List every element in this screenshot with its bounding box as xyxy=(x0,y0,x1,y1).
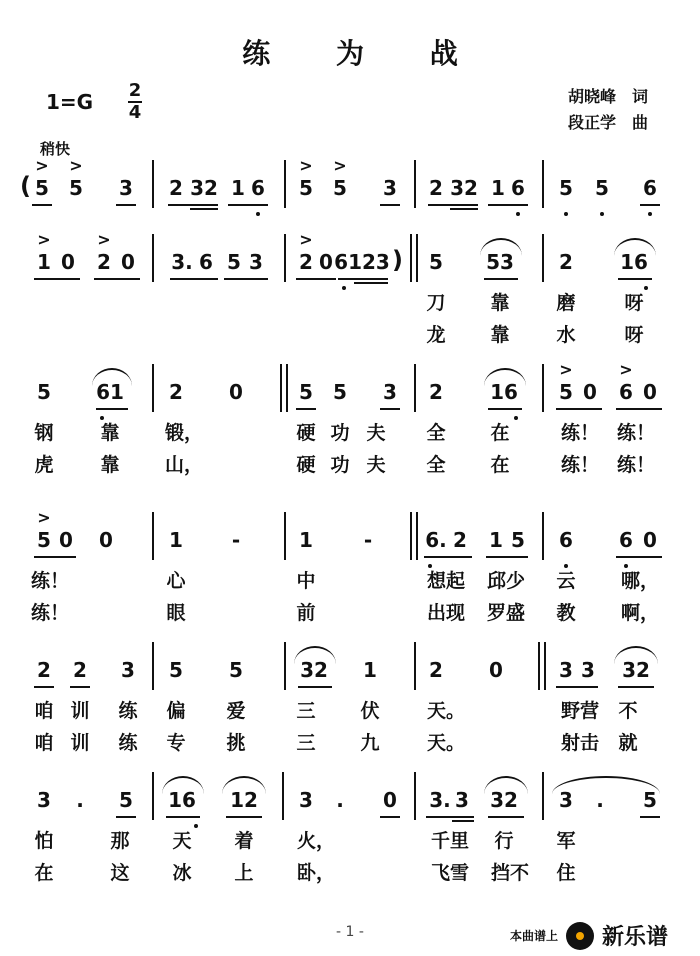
lyric: 靠 xyxy=(490,292,510,314)
barline xyxy=(414,160,416,208)
underline xyxy=(296,278,336,280)
lyric: 就 xyxy=(618,732,638,754)
staff xyxy=(0,232,700,288)
lyric: 钢 xyxy=(34,422,54,444)
lyric: 硬 xyxy=(296,454,316,476)
note: 1 xyxy=(169,528,183,552)
lyric: 中 xyxy=(296,570,316,592)
lyric-line-2 xyxy=(0,320,700,352)
note: 32 xyxy=(490,788,518,812)
note: 0 xyxy=(643,380,657,404)
note: 5 xyxy=(595,176,609,200)
lyric: 训 xyxy=(70,732,90,754)
lyric: 夫 xyxy=(366,422,386,444)
underline xyxy=(618,278,652,280)
slur xyxy=(92,368,132,386)
barline xyxy=(414,772,416,820)
note: 2 xyxy=(429,380,443,404)
note: 1 xyxy=(231,176,245,200)
underline xyxy=(170,278,218,280)
underline xyxy=(226,816,262,818)
note: 2 xyxy=(299,250,313,274)
note: 2 xyxy=(37,658,51,682)
note: 0 xyxy=(99,528,113,552)
note: 6 xyxy=(643,176,657,200)
meter-bottom: 4 xyxy=(128,102,142,123)
note: . xyxy=(336,788,344,812)
underline xyxy=(616,408,662,410)
barline xyxy=(284,160,286,208)
underline xyxy=(34,556,76,558)
note: 5 xyxy=(333,176,347,200)
accent-mark: > xyxy=(559,360,573,379)
lyric: 教 xyxy=(556,602,576,624)
note: 6 xyxy=(251,176,265,200)
composer-role: 曲 xyxy=(632,113,649,132)
lyric: 刀 xyxy=(426,292,446,314)
lyric: 练 xyxy=(118,732,138,754)
note: 2 xyxy=(453,528,467,552)
note: 0 xyxy=(643,528,657,552)
time-signature xyxy=(128,82,142,122)
staff xyxy=(0,640,700,696)
lyric: 锻， xyxy=(164,422,204,444)
note: 32 xyxy=(190,176,218,200)
underline xyxy=(166,816,200,818)
underline xyxy=(96,408,128,410)
underline xyxy=(486,556,528,558)
note: 5 xyxy=(559,176,573,200)
note: 0 xyxy=(383,788,397,812)
low-dot xyxy=(516,212,520,216)
lyric-line-2 xyxy=(0,728,700,760)
slur xyxy=(480,238,522,256)
site-watermark xyxy=(510,920,668,951)
lyric: 虎 xyxy=(34,454,54,476)
note: . xyxy=(596,788,604,812)
note: 2 xyxy=(169,380,183,404)
note: 0 xyxy=(59,528,73,552)
note: 0 xyxy=(319,250,333,274)
note: 53 xyxy=(486,250,514,274)
staff xyxy=(0,770,700,826)
note: 2 xyxy=(429,658,443,682)
underline xyxy=(424,556,472,558)
lyric: 那 xyxy=(110,830,130,852)
underline xyxy=(450,208,478,210)
lyric: 龙 xyxy=(426,324,446,346)
note: 3 xyxy=(581,658,595,682)
note: 32 xyxy=(300,658,328,682)
note: - xyxy=(363,528,373,552)
lyric-line-2 xyxy=(0,858,700,890)
barline xyxy=(542,160,544,208)
note: 5 xyxy=(429,250,443,274)
composer-name: 段正学 xyxy=(568,113,617,132)
note: 5 xyxy=(559,380,573,404)
lyric: 九 xyxy=(360,732,380,754)
lyric: 挡不 xyxy=(490,862,530,884)
lyric: 在 xyxy=(34,862,54,884)
note: 0 xyxy=(121,250,135,274)
note: 0 xyxy=(229,380,243,404)
note: 1 xyxy=(37,250,51,274)
note: 5 xyxy=(299,380,313,404)
barline xyxy=(284,642,286,690)
lyric: 练！ xyxy=(560,422,600,444)
lyric: 卧， xyxy=(296,862,336,884)
accent-mark: > xyxy=(69,156,83,175)
lyric: 咱 xyxy=(34,732,54,754)
note: 3 xyxy=(299,788,313,812)
underline xyxy=(168,204,218,206)
lyric: 在 xyxy=(490,454,510,476)
note: 6 xyxy=(559,528,573,552)
underline xyxy=(224,278,268,280)
note: 5 xyxy=(333,380,347,404)
lyric: 练！ xyxy=(616,454,656,476)
composer xyxy=(568,110,648,136)
accent-mark: > xyxy=(299,230,313,249)
lyric: 军 xyxy=(556,830,576,852)
lyric: 行 xyxy=(494,830,514,852)
lyric: 邱少 xyxy=(486,570,526,592)
underline xyxy=(32,204,52,206)
note: 0 xyxy=(61,250,75,274)
lyric: 练！ xyxy=(30,602,70,624)
note: . xyxy=(76,788,84,812)
note: 1 xyxy=(491,176,505,200)
underline xyxy=(380,816,400,818)
accent-mark: > xyxy=(333,156,347,175)
note: 6123 xyxy=(334,250,390,274)
underline xyxy=(380,408,400,410)
underline xyxy=(640,816,660,818)
underline xyxy=(488,408,522,410)
lyric-line-1 xyxy=(0,288,700,320)
underline xyxy=(426,816,474,818)
lyric: 挑 xyxy=(226,732,246,754)
lyric-line-2 xyxy=(0,450,700,482)
lyric: 眼 xyxy=(166,602,186,624)
barline xyxy=(284,512,286,560)
lyric: 出现 xyxy=(426,602,466,624)
note: 16 xyxy=(490,380,518,404)
system-5 xyxy=(0,640,700,760)
underline xyxy=(116,204,136,206)
note: 5 xyxy=(169,658,183,682)
lyric: 呀 xyxy=(624,292,644,314)
lyric: 飞雪 xyxy=(430,862,470,884)
double-barline xyxy=(538,642,546,690)
underline xyxy=(228,204,268,206)
note: 1 xyxy=(363,658,377,682)
lyric: 山， xyxy=(164,454,204,476)
lyric: 天 xyxy=(172,830,192,852)
lyric: 不 xyxy=(618,700,638,722)
underline xyxy=(618,686,654,688)
underline xyxy=(298,686,332,688)
underline xyxy=(380,204,400,206)
lyric: 练 xyxy=(118,700,138,722)
system-2 xyxy=(0,232,700,352)
lyric: 罗盛 xyxy=(486,602,526,624)
note: 5 xyxy=(227,250,241,274)
lyricist-role: 词 xyxy=(632,87,649,106)
lyric: 偏 xyxy=(166,700,186,722)
lyric: 练！ xyxy=(560,454,600,476)
note: 2 xyxy=(97,250,111,274)
note: 32 xyxy=(622,658,650,682)
underline xyxy=(70,686,90,688)
lyric: 火， xyxy=(296,830,336,852)
lyric: 靠 xyxy=(100,422,120,444)
note: 6. xyxy=(425,528,447,552)
barline xyxy=(542,512,544,560)
note: 2 xyxy=(429,176,443,200)
note: 6 xyxy=(619,380,633,404)
low-dot xyxy=(256,212,260,216)
underline xyxy=(354,282,388,284)
barline xyxy=(284,234,286,282)
lyric: 想起 xyxy=(426,570,466,592)
accent-mark: > xyxy=(37,230,51,249)
note: - xyxy=(231,528,241,552)
barline xyxy=(152,234,154,282)
lyric: 心 xyxy=(166,570,186,592)
lyric: 三 xyxy=(296,700,316,722)
lyric: 天。 xyxy=(426,732,466,754)
tempo-marking: 稍快 xyxy=(40,140,71,158)
note: 12 xyxy=(230,788,258,812)
barline xyxy=(152,642,154,690)
staff xyxy=(0,510,700,566)
note: 5 xyxy=(299,176,313,200)
lyric-line-1 xyxy=(0,418,700,450)
note: 3 xyxy=(559,658,573,682)
slur xyxy=(614,238,656,256)
lyric: 怕 xyxy=(34,830,54,852)
underline xyxy=(556,686,598,688)
note: 3 xyxy=(383,380,397,404)
underline xyxy=(488,204,528,206)
barline xyxy=(542,364,544,412)
note: 5 xyxy=(119,788,133,812)
underline xyxy=(616,556,662,558)
lyric: 哪， xyxy=(620,570,660,592)
lyric: 功 xyxy=(330,454,350,476)
low-dot xyxy=(564,212,568,216)
note: 3. xyxy=(429,788,451,812)
underline xyxy=(428,204,478,206)
system-4 xyxy=(0,510,700,630)
note: 2 xyxy=(169,176,183,200)
lyric: 野营 xyxy=(560,700,600,722)
underline xyxy=(34,278,80,280)
staff xyxy=(0,158,700,214)
accent-mark: > xyxy=(97,230,111,249)
lyric: 练！ xyxy=(30,570,70,592)
lyric: 咱 xyxy=(34,700,54,722)
lyric: 前 xyxy=(296,602,316,624)
underline xyxy=(338,278,388,280)
system-3 xyxy=(0,362,700,482)
barline xyxy=(414,642,416,690)
note: 5 xyxy=(37,380,51,404)
lyric: 爱 xyxy=(226,700,246,722)
open-paren: ( xyxy=(20,172,31,200)
low-dot xyxy=(648,212,652,216)
barline xyxy=(152,364,154,412)
underline xyxy=(484,278,518,280)
note: 5 xyxy=(511,528,525,552)
note: 1 xyxy=(489,528,503,552)
system-1 xyxy=(0,158,700,214)
lyric: 三 xyxy=(296,732,316,754)
slur xyxy=(222,776,266,794)
note: 3 xyxy=(121,658,135,682)
lyric: 磨 xyxy=(556,292,576,314)
note: 6 xyxy=(619,528,633,552)
slur xyxy=(294,646,336,664)
lyric-line-1 xyxy=(0,696,700,728)
underline xyxy=(116,816,136,818)
lyric: 全 xyxy=(426,422,446,444)
note: 1 xyxy=(299,528,313,552)
lyric: 在 xyxy=(490,422,510,444)
underline xyxy=(190,208,218,210)
barline xyxy=(542,772,544,820)
note: 6 xyxy=(199,250,213,274)
lyric: 着 xyxy=(234,830,254,852)
note: 3 xyxy=(37,788,51,812)
lyric: 天。 xyxy=(426,700,466,722)
note: 3. xyxy=(171,250,193,274)
watermark-brand: 新乐谱 xyxy=(602,925,669,950)
note: 61 xyxy=(96,380,124,404)
slur xyxy=(614,646,658,664)
underline xyxy=(34,686,54,688)
lyric: 靠 xyxy=(490,324,510,346)
note: 16 xyxy=(168,788,196,812)
note: 3 xyxy=(455,788,469,812)
accent-mark: > xyxy=(299,156,313,175)
key-signature: 1=G xyxy=(46,90,94,114)
note: 5 xyxy=(69,176,83,200)
note: 2 xyxy=(559,250,573,274)
lyric: 练！ xyxy=(616,422,656,444)
slur xyxy=(484,368,526,386)
note: 32 xyxy=(450,176,478,200)
note: 3 xyxy=(559,788,573,812)
lyric-line-1 xyxy=(0,566,700,598)
lyric: 射击 xyxy=(560,732,600,754)
lyricist-name: 胡晓峰 xyxy=(568,87,617,106)
accent-mark: > xyxy=(35,156,49,175)
note: 6 xyxy=(511,176,525,200)
note: 3 xyxy=(383,176,397,200)
lyric: 冰 xyxy=(172,862,192,884)
lyric: 上 xyxy=(234,862,254,884)
lyric: 专 xyxy=(166,732,186,754)
note: 3 xyxy=(119,176,133,200)
slur xyxy=(484,776,528,794)
note: 16 xyxy=(620,250,648,274)
lyric: 住 xyxy=(556,862,576,884)
watermark-prefix: 本曲谱上 xyxy=(510,929,559,943)
lyric-line-1 xyxy=(0,826,700,858)
lyric: 千里 xyxy=(430,830,470,852)
barline xyxy=(152,512,154,560)
record-icon xyxy=(566,922,594,950)
meter-top: 2 xyxy=(128,80,142,101)
staff xyxy=(0,362,700,418)
credits xyxy=(568,84,648,136)
lyric: 这 xyxy=(110,862,130,884)
double-barline xyxy=(280,364,288,412)
barline xyxy=(414,364,416,412)
underline xyxy=(488,816,524,818)
slur xyxy=(162,776,204,794)
song-title: 练 为 战 xyxy=(242,37,486,70)
accent-mark: > xyxy=(37,508,51,527)
lyric-line-2 xyxy=(0,598,700,630)
lyric: 训 xyxy=(70,700,90,722)
lyric: 功 xyxy=(330,422,350,444)
underline xyxy=(640,204,660,206)
underline xyxy=(452,820,474,822)
tie xyxy=(552,776,660,794)
lyric: 夫 xyxy=(366,454,386,476)
barline xyxy=(152,772,154,820)
barline xyxy=(542,234,544,282)
lyric: 伏 xyxy=(360,700,380,722)
lyric: 啊， xyxy=(620,602,660,624)
note: 5 xyxy=(35,176,49,200)
page-number: - 1 - xyxy=(336,924,364,940)
note: 5 xyxy=(37,528,51,552)
note: 0 xyxy=(489,658,503,682)
lyricist xyxy=(568,84,648,110)
barline xyxy=(152,160,154,208)
lyric: 靠 xyxy=(100,454,120,476)
note: 5 xyxy=(643,788,657,812)
accent-mark: > xyxy=(619,360,633,379)
system-6 xyxy=(0,770,700,890)
double-barline xyxy=(410,234,418,282)
lyric: 云 xyxy=(556,570,576,592)
underline xyxy=(296,408,316,410)
underline xyxy=(556,408,602,410)
note: 0 xyxy=(583,380,597,404)
double-barline xyxy=(410,512,418,560)
lyric: 水 xyxy=(556,324,576,346)
underline xyxy=(94,278,140,280)
low-dot xyxy=(600,212,604,216)
lyric: 呀 xyxy=(624,324,644,346)
note: 2 xyxy=(73,658,87,682)
note: 5 xyxy=(229,658,243,682)
lyric: 全 xyxy=(426,454,446,476)
lyric: 硬 xyxy=(296,422,316,444)
note: 3 xyxy=(249,250,263,274)
barline xyxy=(282,772,284,820)
close-paren: ) xyxy=(392,246,403,274)
